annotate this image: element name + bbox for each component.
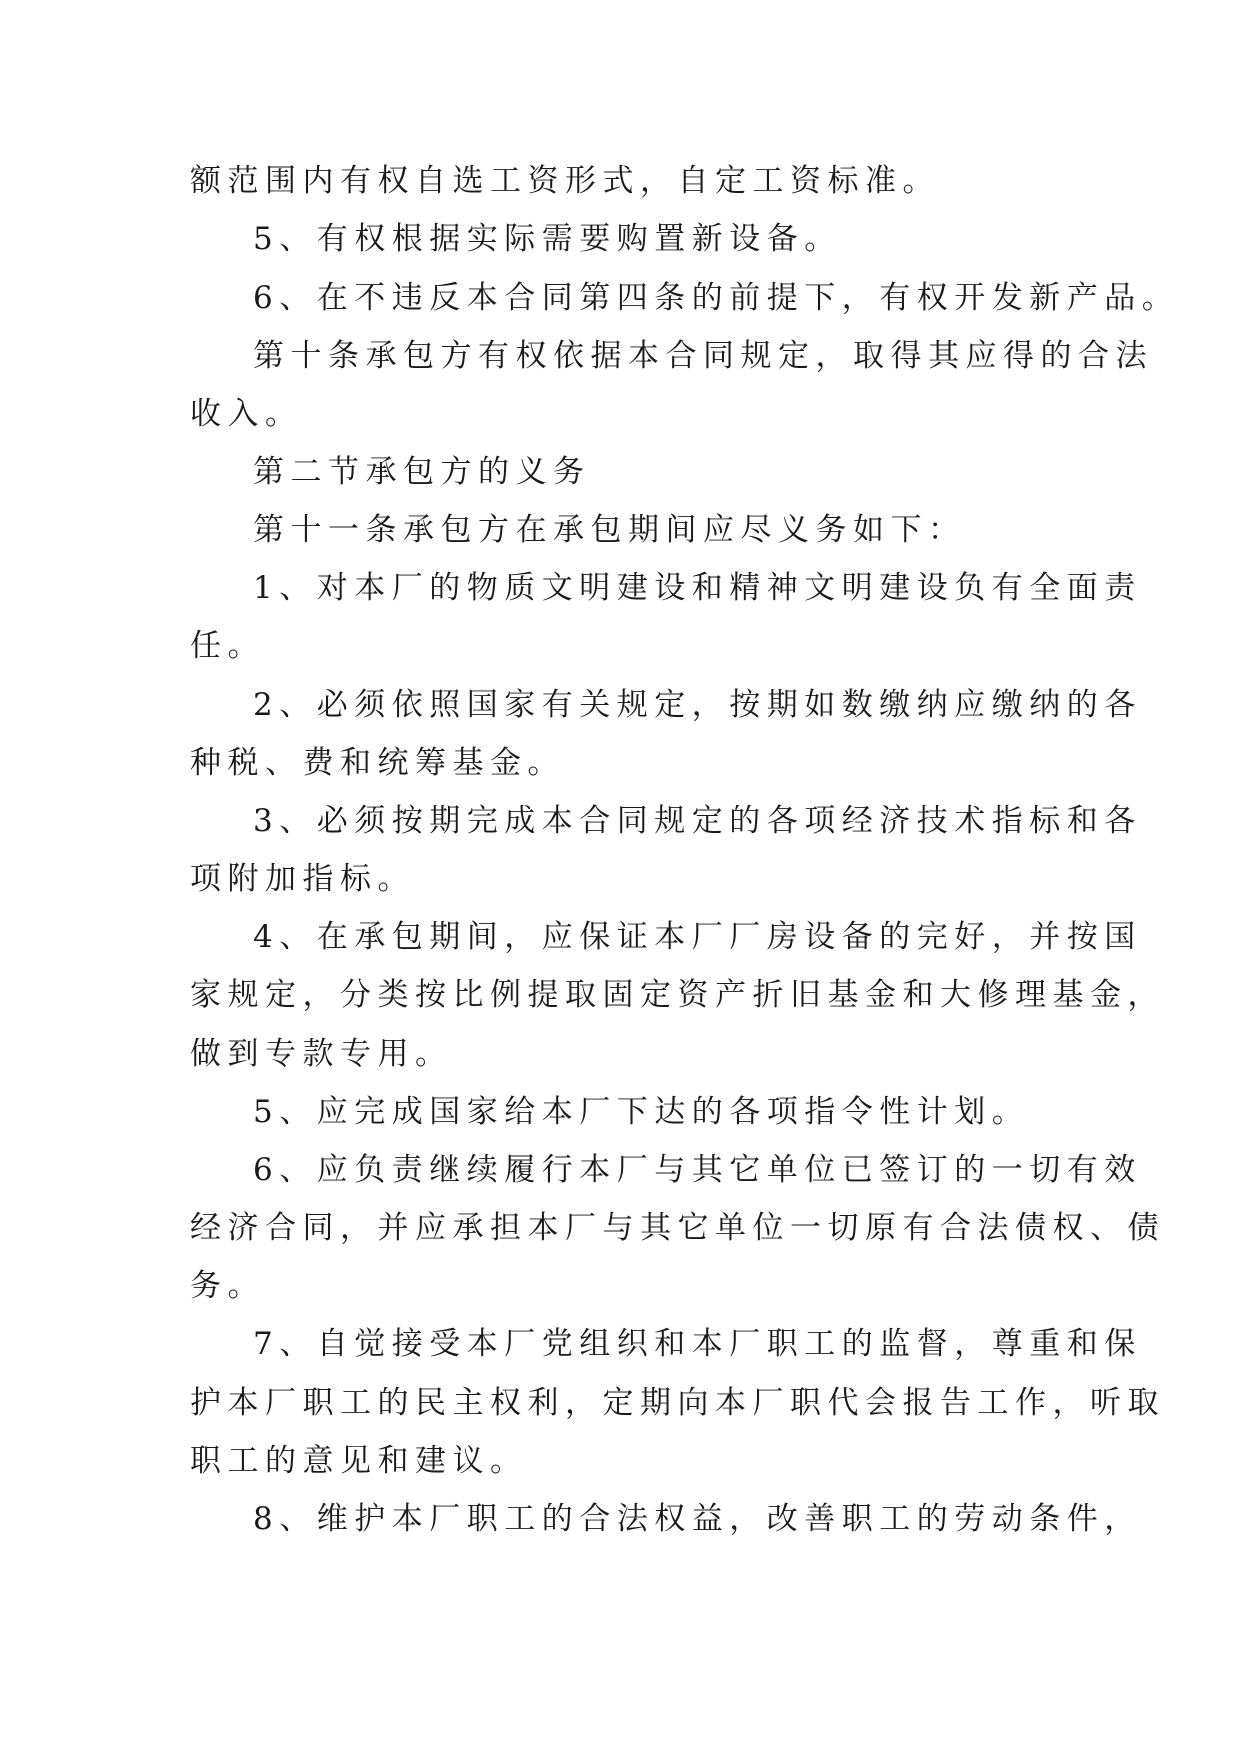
text-line: 经济合同，并应承担本厂与其它单位一切原有合法债权、债 [190, 1210, 1165, 1246]
text-line: 8、维护本厂职工的合法权益，改善职工的劳动条件， [253, 1501, 1142, 1537]
text-line: 额范围内有权自选工资形式，自定工资标准。 [190, 163, 940, 199]
text-line: 收入。 [190, 396, 303, 432]
section-heading: 第二节承包方的义务 [253, 454, 591, 490]
text-line: 5、有权根据实际需要购置新设备。 [253, 221, 842, 257]
text-line: 务。 [190, 1268, 265, 1304]
text-line: 6、应负责继续履行本厂与其它单位已签订的一切有效 [253, 1152, 1142, 1188]
text-line: 家规定，分类按比例提取固定资产折旧基金和大修理基金， [190, 977, 1165, 1013]
text-line: 2、必须依照国家有关规定，按期如数缴纳应缴纳的各 [253, 687, 1142, 723]
text-line: 5、应完成国家给本厂下达的各项指令性计划。 [253, 1094, 1030, 1130]
text-line: 4、在承包期间，应保证本厂厂房设备的完好，并按国 [253, 919, 1142, 955]
text-line: 1、对本厂的物质文明建设和精神文明建设负有全面责 [253, 570, 1142, 606]
text-line: 职工的意见和建议。 [190, 1443, 528, 1479]
text-line: 做到专款专用。 [190, 1036, 453, 1072]
text-line: 第十一条承包方在承包期间应尽义务如下： [253, 512, 966, 548]
text-line: 7、自觉接受本厂党组织和本厂职工的监督，尊重和保 [253, 1326, 1142, 1362]
text-line: 护本厂职工的民主权利，定期向本厂职代会报告工作，听取 [190, 1385, 1165, 1421]
text-line: 6、在不违反本合同第四条的前提下，有权开发新产品。 [253, 280, 1180, 316]
text-line: 3、必须按期完成本合同规定的各项经济技术指标和各 [253, 803, 1142, 839]
text-line: 项附加指标。 [190, 861, 415, 897]
text-line: 种税、费和统筹基金。 [190, 745, 565, 781]
text-line: 第十条承包方有权依据本合同规定，取得其应得的合法 [253, 338, 1153, 374]
text-line: 任。 [190, 628, 265, 664]
